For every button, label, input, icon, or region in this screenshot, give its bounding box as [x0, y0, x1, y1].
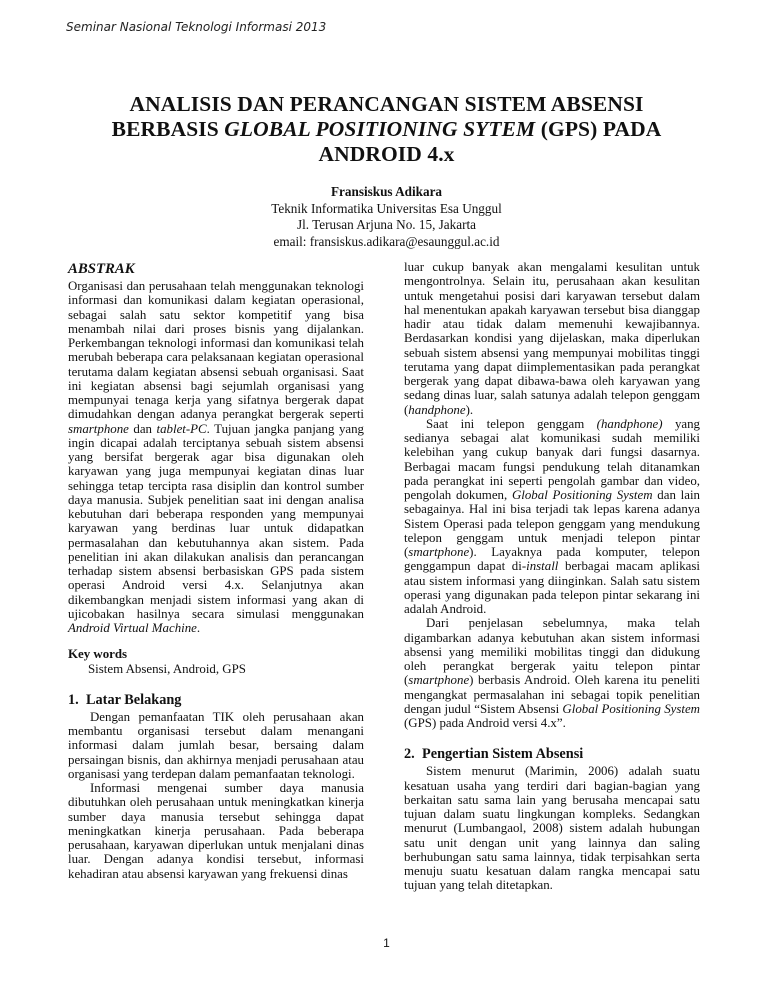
left-column: [68, 260, 364, 881]
author-affiliation: Teknik Informatika Universitas Esa Unggul: [271, 200, 502, 216]
keywords-heading: Key words: [68, 647, 128, 662]
section-2-paragraph-1: Sistem menurut (Marimin, 2006) adalah suatu kesatuan usaha yang terdiri dari bagian-bagian yang berkaitan satu sama lain yang berusaha mencapai satu tujuan dalam suatu lingkungan kompleks. Sedangkan menurut (Lumbangaol, 2008) sistem adalah hubungan satu unit dengan unit yang lainnya dan saling berhubungan satu sama lainnya, tidak terpisahkan serta menuju suatu kesatuan dalam rangka mencapai satu tujuan yang telah ditetapkan.: [404, 764, 700, 893]
abstract-heading: ABSTRAK: [68, 261, 135, 277]
section-1-heading: 1. Latar Belakang: [68, 691, 182, 708]
author-name: Fransiskus Adikara: [330, 184, 443, 199]
keywords-text: Sistem Absensi, Android, GPS: [88, 661, 246, 676]
paper-title: [60, 92, 713, 167]
title-line-1: ANALISIS DAN PERANCANGAN SISTEM ABSENSI: [129, 92, 644, 116]
section-1-paragraph-3: Saat ini telepon genggam (handphone) yang sedianya sebagai alat komunikasi sudah memiliki kelebihan yang cukup banyak dari fungsi dasarnya. Berbagai macam fungsi pendukung telah ditanamkan pada perangkat ini seperti pengolah gambar dan video, pengolah dokumen, Global Positioning System dan lain sebagainya. Hal ini bisa terjadi tak lepas karena adanya Sistem Operasi pada telepon genggam yang mendukung telepon genggam untuk menjadi telepon pintar (smartphone). Layaknya pada komputer, telepon genggampun dapat di-install berbagai macam aplikasi atau sistem informasi yang diinginkan. Salah satu sistem operasi yang digunakan pada telepon pintar sekarang ini adalah Android.: [404, 416, 701, 616]
author-block: [60, 184, 713, 250]
section-1-paragraph-2: Informasi mengenai sumber daya manusia dibutuhkan oleh perusahaan untuk meningkatkan kinerja sumber daya manusia tersebut sehingga dapat meningkatkan kinerja perusahaan. Pada beberapa perusahaan, karyawan diperlukan untuk menjalani dinas luar. Dengan adanya kondisi tersebut, informasi kehadiran atau absensi karyawan yang frekuensi dinas: [68, 781, 364, 881]
title-line-3: ANDROID 4.x: [318, 142, 455, 166]
abstract-text: Organisasi dan perusahaan telah menggunakan teknologi informasi dan komunikasi dalam kegiatan operasional, sebagai salah satu sektor kompetitif yang bisa menambah nilai dari proses bisnis yang dijalankan. Perkembangan teknologi informasi dan komunikasi telah merubah beberapa cara pelaksanaan kegiatan operasional terutama dalam kegiatan absensi sebuah organisasi. Saat ini kegiatan absensi bagi sejumlah organisasi yang mempunyai tenaga kerja yang sifatnya bergerak dapat dimudahkan dengan adanya perangkat bergerak seperti smartphone dan tablet-PC. Tujuan jangka panjang yang ingin dicapai adalah terciptanya sebuah sistem absensi yang bersifat bergerak agar bisa digunakan oleh karyawan yang juga mempunyai kegiatan dinas luar sehingga tetap tercipta rasa disiplin dan kontrol sumber daya manusia. Subjek penelitian saat ini dengan analisa kebutuhan dari beberapa responden yang mempunyai karyawan yang berdinas luar untuk didapatkan permasalahan dan kebutuhannya akan sistem. Pada penelitian ini akan dilakukan analisis dan perancangan terhadap sistem absensi berbasiskan GPS pada sistem operasi Android versi 4.x. Selanjutnya akan dikembangkan menjadi sistem informasi yang akan di ujicobakan hasilnya secara simulasi menggunakan Android Virtual Machine.: [68, 279, 364, 635]
author-email: email: fransiskus.adikara@esaunggul.ac.id: [273, 233, 500, 249]
section-1-paragraph-4: Dari penjelasan sebelumnya, maka telah digambarkan adanya kebutuhan akan sistem informasi absensi yang memiliki mobilitas tinggi dan didukung oleh perangkat bergerak yaitu telepon pintar (smartphone) berbasis Android. Oleh karena itu peneliti mengangkat permasalahan ini sebagai topik penelitian dengan judul “Sistem Absensi Global Positioning System (GPS) pada Android versi 4.x”.: [404, 616, 700, 730]
running-header: Seminar Nasional Teknologi Informasi 2013: [66, 20, 327, 34]
section-2-heading: 2. Pengertian Sistem Absensi: [404, 746, 584, 763]
section-1-paragraph-1: Dengan pemanfaatan TIK oleh perusahaan akan membantu organisasi tersebut dalam menangani informasi dalam jumlah besar, bersaing dalam persaingan bisnis, dan akhirnya menjadi perusahaan atau organisasi yang terdepan dalam pemanfaatan teknologi.: [68, 709, 364, 781]
section-1-paragraph-2-continued: luar cukup banyak akan mengalami kesulitan untuk mengontrolnya. Selain itu, perusahaan akan kesulitan untuk mengetahui posisi dari karyawan tersebut dalam hal menentukan apakah karyawan tersebut bisa dianggap hadir atau tidak dalam memenuhi kewajibannya. Berdasarkan kondisi yang dijelaskan, maka diperlukan sebuah sistem absensi yang mempunyai mobilitas tinggi terutama yang dapat diimplementasikan pada perangkat bergerak yang dapat dibawa-bawa oleh karyawan yang sedang dinas luar, salah satunya adalah telepon genggam (handphone).: [404, 260, 700, 417]
right-column: [404, 260, 700, 893]
title-line-2: BERBASIS GLOBAL POSITIONING SYTEM (GPS) PADA: [111, 117, 662, 141]
author-address: Jl. Terusan Arjuna No. 15, Jakarta: [296, 217, 477, 232]
page-number: 1: [383, 936, 390, 950]
